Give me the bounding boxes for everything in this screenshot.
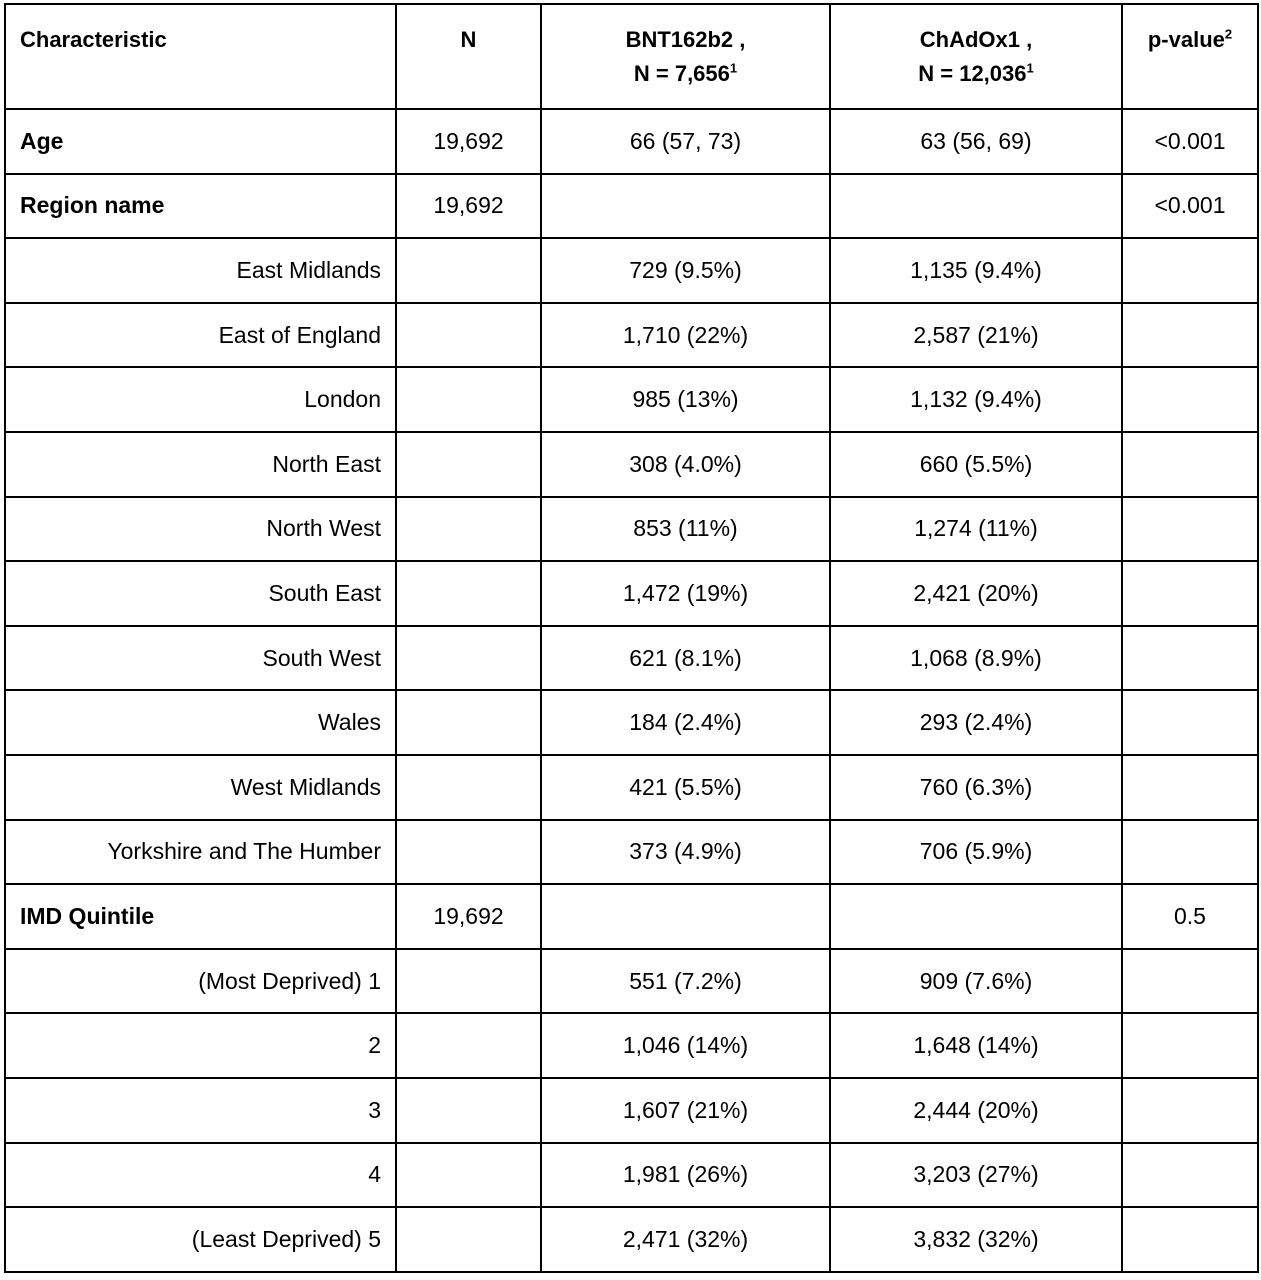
cell-chadox1: [830, 174, 1122, 239]
cell-bnt162b2: [541, 174, 830, 239]
row-label: Yorkshire and The Humber: [5, 820, 396, 885]
row-label: South East: [5, 561, 396, 626]
row-label: North West: [5, 497, 396, 562]
cell-p-value: <0.001: [1122, 174, 1258, 239]
cell-p-value: [1122, 1078, 1258, 1143]
row-label: Region name: [5, 174, 396, 239]
cell-chadox1: 293 (2.4%): [830, 690, 1122, 755]
cell-bnt162b2: 373 (4.9%): [541, 820, 830, 885]
footnote-marker: 1: [729, 60, 738, 76]
cell-bnt162b2: 729 (9.5%): [541, 238, 830, 303]
cell-p-value: [1122, 1013, 1258, 1078]
table-body: [5, 109, 1258, 1272]
table-row: [5, 367, 1258, 432]
table-row: [5, 1207, 1258, 1272]
cell-p-value: [1122, 820, 1258, 885]
cell-n: [396, 561, 541, 626]
row-label: (Most Deprived) 1: [5, 949, 396, 1014]
cell-p-value: [1122, 303, 1258, 368]
cell-bnt162b2: 308 (4.0%): [541, 432, 830, 497]
table-row: [5, 1013, 1258, 1078]
cell-p-value: [1122, 949, 1258, 1014]
row-label: IMD Quintile: [5, 884, 396, 949]
table-row: [5, 1143, 1258, 1208]
row-label: (Least Deprived) 5: [5, 1207, 396, 1272]
header-n: N: [396, 4, 541, 109]
cell-chadox1: 706 (5.9%): [830, 820, 1122, 885]
cell-bnt162b2: 551 (7.2%): [541, 949, 830, 1014]
row-label: 2: [5, 1013, 396, 1078]
cell-n: [396, 432, 541, 497]
cell-p-value: [1122, 1207, 1258, 1272]
cell-bnt162b2: 1,472 (19%): [541, 561, 830, 626]
header-bnt162b2-name: BNT162b2 ,: [625, 27, 746, 52]
cell-n: 19,692: [396, 174, 541, 239]
cell-p-value: 0.5: [1122, 884, 1258, 949]
footnote-marker: 1: [1026, 60, 1034, 76]
table-header: [5, 4, 1258, 109]
cell-chadox1: 3,203 (27%): [830, 1143, 1122, 1208]
cell-chadox1: 1,068 (8.9%): [830, 626, 1122, 691]
row-label: West Midlands: [5, 755, 396, 820]
row-label: 4: [5, 1143, 396, 1208]
cell-p-value: [1122, 432, 1258, 497]
cell-n: [396, 367, 541, 432]
cell-bnt162b2: 1,710 (22%): [541, 303, 830, 368]
cell-n: 19,692: [396, 109, 541, 174]
row-label: North East: [5, 432, 396, 497]
cell-chadox1: 2,421 (20%): [830, 561, 1122, 626]
header-bnt162b2-count: $N = 7,656^1$: [633, 60, 738, 86]
header-p-value: p-value$^2$: [1122, 4, 1258, 109]
header-bnt162b2: [541, 4, 830, 109]
cell-chadox1: 2,444 (20%): [830, 1078, 1122, 1143]
table-row: [5, 690, 1258, 755]
table-row: [5, 884, 1258, 949]
cell-bnt162b2: [541, 884, 830, 949]
table-row: [5, 1078, 1258, 1143]
cell-bnt162b2: 421 (5.5%): [541, 755, 830, 820]
cell-chadox1: 760 (6.3%): [830, 755, 1122, 820]
table-row: [5, 238, 1258, 303]
table-row: [5, 109, 1258, 174]
cell-p-value: [1122, 755, 1258, 820]
row-label: East of England: [5, 303, 396, 368]
cell-n: [396, 303, 541, 368]
header-row: [5, 4, 1258, 109]
cell-chadox1: 3,832 (32%): [830, 1207, 1122, 1272]
row-label: Age: [5, 109, 396, 174]
cell-bnt162b2: 2,471 (32%): [541, 1207, 830, 1272]
row-label: 3: [5, 1078, 396, 1143]
cell-n: [396, 1013, 541, 1078]
cell-chadox1: 1,135 (9.4%): [830, 238, 1122, 303]
table-row: [5, 949, 1258, 1014]
cell-p-value: [1122, 367, 1258, 432]
cell-chadox1: 1,132 (9.4%): [830, 367, 1122, 432]
cell-n: 19,692: [396, 884, 541, 949]
header-chadox1-name: ChAdOx1 ,: [919, 27, 1033, 52]
cell-bnt162b2: 985 (13%): [541, 367, 830, 432]
cell-n: [396, 1143, 541, 1208]
table-row: [5, 626, 1258, 691]
cell-chadox1: 1,648 (14%): [830, 1013, 1122, 1078]
cell-bnt162b2: 1,607 (21%): [541, 1078, 830, 1143]
cell-n: [396, 949, 541, 1014]
header-characteristic: Characteristic: [5, 4, 396, 109]
cell-p-value: [1122, 626, 1258, 691]
cell-bnt162b2: 184 (2.4%): [541, 690, 830, 755]
characteristics-table: [4, 3, 1259, 1273]
cell-chadox1: 63 (56, 69): [830, 109, 1122, 174]
cell-bnt162b2: 621 (8.1%): [541, 626, 830, 691]
cell-p-value: [1122, 561, 1258, 626]
row-label: South West: [5, 626, 396, 691]
footnote-marker: 2: [1224, 26, 1233, 42]
table-row: [5, 561, 1258, 626]
row-label: East Midlands: [5, 238, 396, 303]
cell-n: [396, 1078, 541, 1143]
cell-n: [396, 1207, 541, 1272]
cell-n: [396, 238, 541, 303]
cell-p-value: [1122, 238, 1258, 303]
cell-bnt162b2: 66 (57, 73): [541, 109, 830, 174]
cell-p-value: <0.001: [1122, 109, 1258, 174]
cell-bnt162b2: 1,981 (26%): [541, 1143, 830, 1208]
cell-p-value: [1122, 690, 1258, 755]
row-label: Wales: [5, 690, 396, 755]
cell-chadox1: 660 (5.5%): [830, 432, 1122, 497]
cell-bnt162b2: 1,046 (14%): [541, 1013, 830, 1078]
header-chadox1-count: $N = 12,036^1$: [918, 60, 1034, 86]
table-row: [5, 755, 1258, 820]
cell-p-value: [1122, 497, 1258, 562]
header-chadox1: [830, 4, 1122, 109]
cell-chadox1: 1,274 (11%): [830, 497, 1122, 562]
cell-n: [396, 497, 541, 562]
cell-chadox1: [830, 884, 1122, 949]
table-row: [5, 432, 1258, 497]
cell-n: [396, 690, 541, 755]
table-row: [5, 174, 1258, 239]
cell-chadox1: 2,587 (21%): [830, 303, 1122, 368]
cell-n: [396, 626, 541, 691]
cell-n: [396, 820, 541, 885]
cell-chadox1: 909 (7.6%): [830, 949, 1122, 1014]
row-label: London: [5, 367, 396, 432]
cell-bnt162b2: 853 (11%): [541, 497, 830, 562]
table-row: [5, 303, 1258, 368]
table-row: [5, 497, 1258, 562]
table-row: [5, 820, 1258, 885]
cell-p-value: [1122, 1143, 1258, 1208]
cell-n: [396, 755, 541, 820]
